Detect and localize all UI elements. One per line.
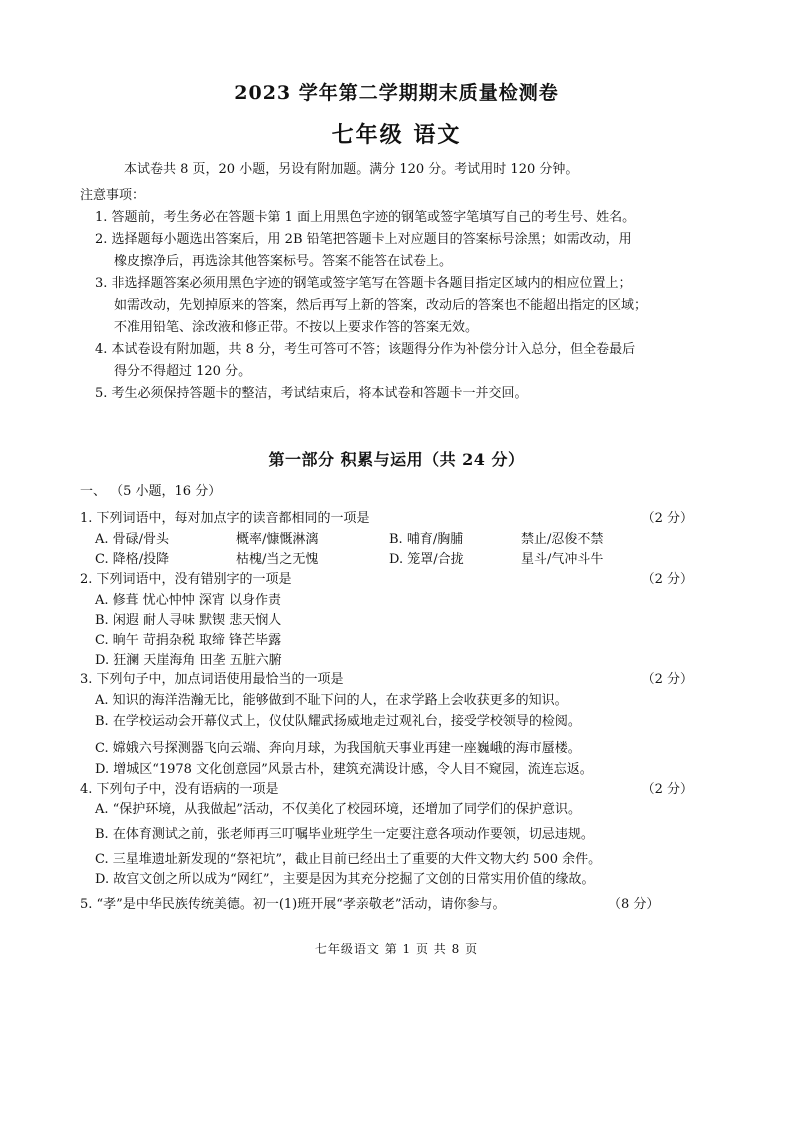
question-score: （2 分） [641,572,693,587]
option-d: D. 狂澜 天崖海角 田垄 五脏六腑 [95,653,282,668]
option-a: A. 修葺 忧心忡忡 深宵 以身作责 [95,593,282,608]
question-score: （2 分） [641,782,693,797]
option-b-pair: 禁止/忍俊不禁 [521,532,604,547]
option-d: D. 增城区“1978 文化创意园”风景古朴，建筑充满设计感，令人目不窥园，流连忘返。 [95,762,593,777]
page-footer: 七年级语文 第 1 页 共 8 页 [314,942,479,956]
question-stem: 3. 下列句子中，加点词语使用最恰当的一项是 [80,672,344,687]
option-d: D. 故宫文创之所以成为“网红”，主要是因为其充分挖掘了文创的日常实用价值的缘故。 [95,872,595,887]
option-c: C. 三星堆遗址新发现的“祭祀坑”，截止目前已经出土了重要的大件文物大约 500 余件。 [95,852,602,867]
exam-title: 2023 学年第二学期期末质量检测卷 [234,82,559,104]
notice-line: 3. 非选择题答案必须用黑色字迹的钢笔或签字笔写在答题卡各题目指定区域内的相应位置上； [95,276,632,291]
option-d: D. 笼罩/合拢 [389,552,464,567]
notice-line: 4. 本试卷设有附加题，共 8 分，考生可答可不答；该题得分作为补偿分计入总分，但全卷最后 [95,342,636,357]
option-a: A. 知识的海洋浩瀚无比，能够做到不耻下问的人，在求学路上会收获更多的知识。 [95,693,568,708]
notice-heading: 注意事项： [80,188,146,203]
option-c: C. 晌午 苛捐杂税 取缔 锋芒毕露 [95,633,282,648]
part-one-title: 第一部分 积累与运用（共 24 分） [268,450,525,469]
question-stem: 1. 下列词语中，每对加点字的读音都相同的一项是 [80,511,370,526]
notice-line: 1. 答题前，考生务必在答题卡第 1 面上用黑色字迹的钢笔或签字笔填写自己的考生号、姓名。 [95,210,636,225]
option-a-pair: 概率/慷慨淋漓 [236,532,319,547]
notice-line: 5. 考生必须保持答题卡的整洁，考试结束后，将本试卷和答题卡一并交回。 [95,386,528,401]
notice-line: 2. 选择题每小题选出答案后，用 2B 铅笔把答题卡上对应题目的答案标号涂黑；如需改动，用 [95,232,632,247]
exam-subtitle: 七年级 语文 [331,122,462,148]
notice-line: 得分不得超过 120 分。 [114,364,252,379]
option-b: B. 哺育/胸脯 [389,532,464,547]
question-stem: 5. “孝”是中华民族传统美德。初一(1)班开展“孝亲敬老”活动，请你参与。 [80,897,506,912]
option-a: A. 骨碌/骨头 [95,532,170,547]
section-one-heading: 一、 （5 小题，16 分） [80,484,222,499]
exam-intro: 本试卷共 8 页，20 小题，另设有附加题。满分 120 分。考试用时 120 分钟。 [124,162,579,177]
option-a: A. “保护环境，从我做起”活动，不仅美化了校园环境，还增加了同学们的保护意识。 [95,802,581,817]
option-d-pair: 星斗/气冲斗牛 [521,552,604,567]
option-c-pair: 枯槐/当之无愧 [236,552,319,567]
notice-line: 不准用铅笔、涂改液和修正带。不按以上要求作答的答案无效。 [114,320,479,335]
notice-line: 橡皮擦净后，再选涂其他答案标号。答案不能答在试卷上。 [114,254,453,269]
option-b: B. 闲遐 耐人寻味 默锲 悲天悯人 [95,613,282,628]
option-b: B. 在体育测试之前，张老师再三叮嘱毕业班学生一定要注意各项动作要领，切忌违规。 [95,827,594,842]
question-score: （2 分） [641,511,693,526]
option-c: C. 降格/投降 [95,552,170,567]
question-stem: 2. 下列词语中，没有错别字的一项是 [80,572,292,587]
question-score: （2 分） [641,672,693,687]
question-stem: 4. 下列句子中，没有语病的一项是 [80,782,279,797]
question-score: （8 分） [608,897,660,912]
option-b: B. 在学校运动会开幕仪式上，仪仗队耀武扬威地走过观礼台，接受学校领导的检阅。 [95,714,581,729]
notice-line: 如需改动，先划掉原来的答案，然后再写上新的答案，改动后的答案也不能超出指定的区域； [114,298,648,313]
option-c: C. 嫦娥六号探测器飞向云端、奔向月球，为我国航天事业再建一座巍峨的海市蜃楼。 [95,741,581,756]
